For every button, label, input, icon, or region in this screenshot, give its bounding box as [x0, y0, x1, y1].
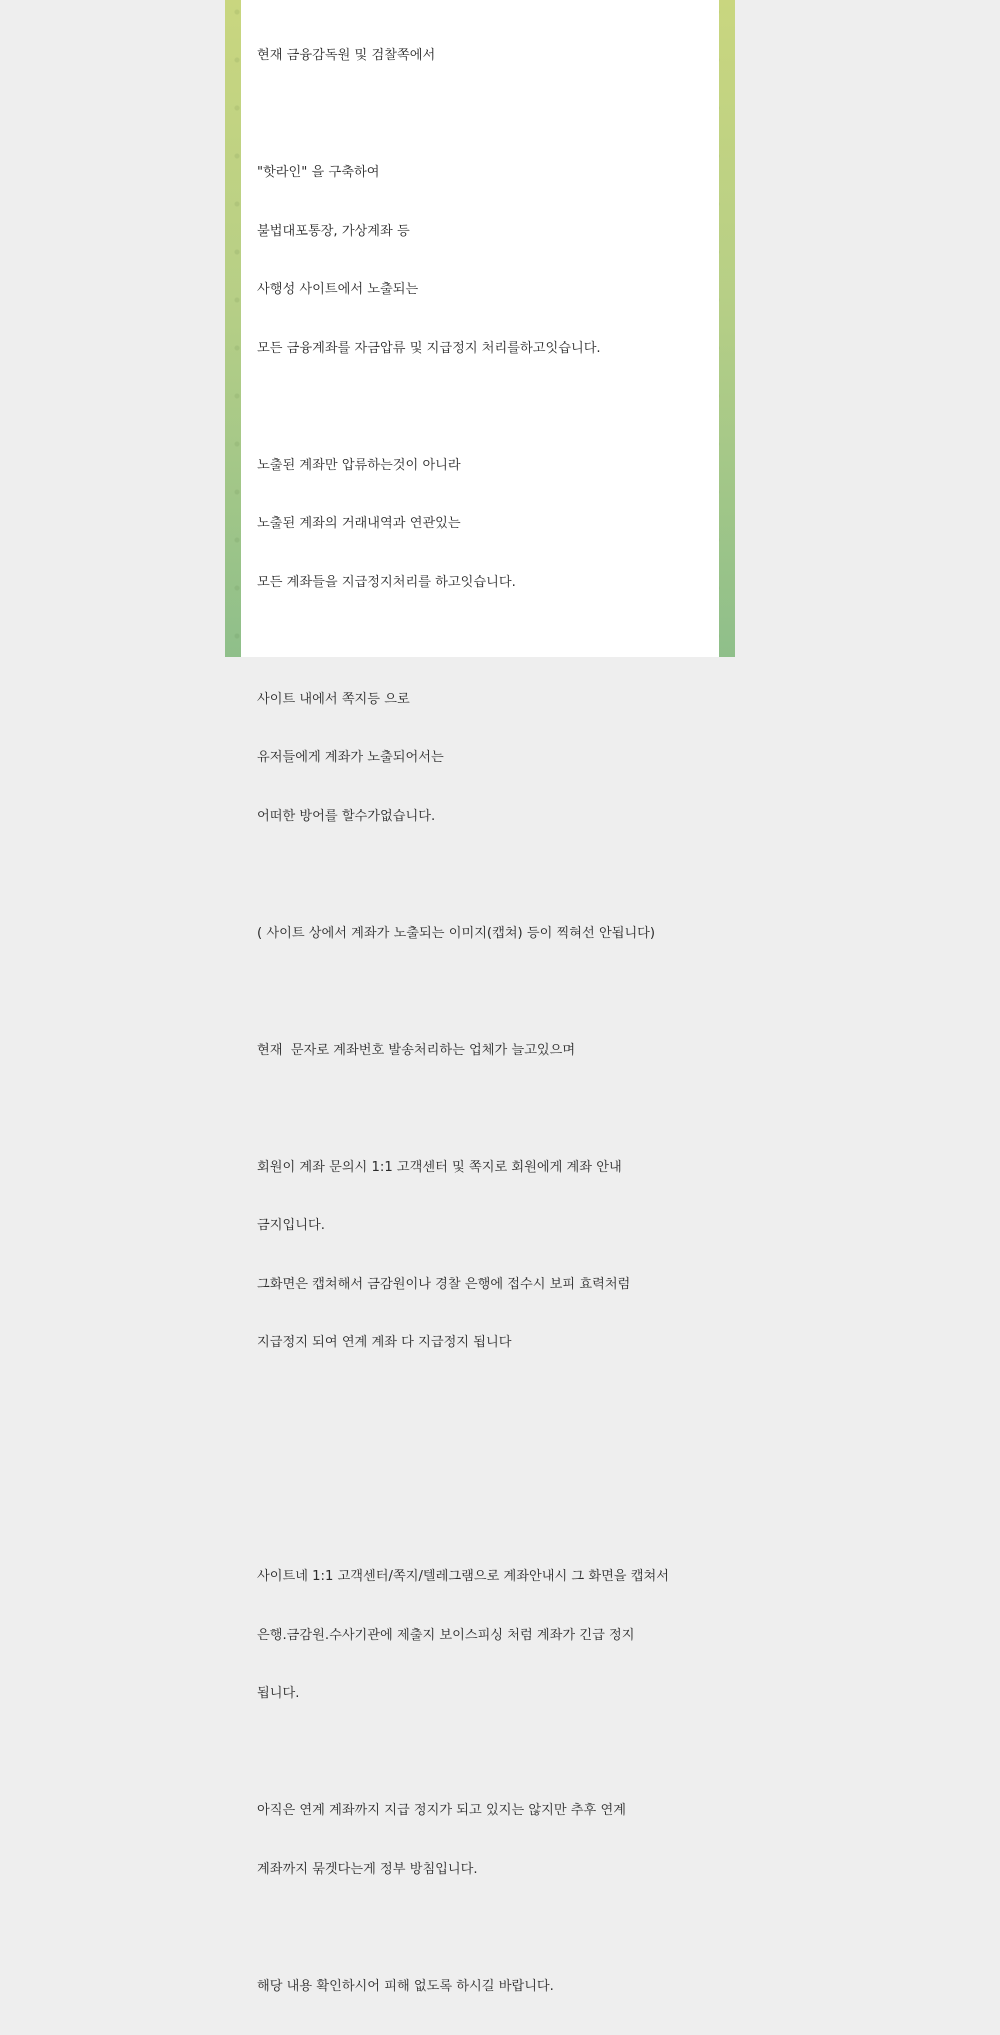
message-line: 지급정지 되여 연계 계좌 다 지급정지 됩니다: [257, 1335, 512, 1350]
message-line: [257, 1099, 711, 1119]
message-line: [257, 1392, 711, 1412]
message-line: 회원이 계좌 문의시 1:1 고객센터 및 쪽지로 회원에게 계좌 안내: [257, 1159, 622, 1175]
message-line: [257, 105, 711, 125]
message-line: 모든 금융계좌를 자금압류 및 지급정지 처리를하고잇습니다.: [257, 340, 601, 356]
message-line: [257, 1743, 711, 1763]
message-line: 됩니다.: [257, 1686, 300, 1701]
message-line: [257, 1918, 711, 1938]
message-line: 현재 금융감독원 및 검찰쪽에서: [257, 48, 436, 63]
message-line: ( 사이트 상에서 계좌가 노출되는 이미지(캡쳐) 등이 찍혀선 안됩니다): [257, 925, 656, 941]
message-line: [257, 397, 711, 417]
message-line: 노출된 계좌의 거래내역과 연관있는: [257, 516, 461, 531]
message-line: 현재 문자로 계좌번호 발송처리하는 업체가 늘고있으며: [257, 1042, 576, 1058]
message-line: 은행.금감원.수사기관에 제출지 보이스피싱 처럼 계좌가 긴급 정지: [257, 1627, 635, 1643]
message-line: 그화면은 캡쳐해서 금감원이나 경찰 은행에 접수시 보피 효력처럼: [257, 1276, 631, 1292]
message-line: 사이트 내에서 쪽지등 으로: [257, 691, 410, 707]
chat-background: [225, 0, 735, 1994]
message-line: 불법대포통장, 가상계좌 등: [257, 223, 410, 239]
message-line: 유저들에게 계좌가 노출되어서는: [257, 750, 444, 765]
message-line: 어떠한 방어를 할수가없습니다.: [257, 808, 436, 824]
message-line: [257, 1509, 711, 1529]
message-line: 노출된 계좌만 압류하는것이 아니라: [257, 457, 461, 473]
message-line: 사이트네 1:1 고객센터/쪽지/텔레그램으로 계좌안내시 그 화면을 캡쳐서: [257, 1569, 669, 1584]
message-line: 계좌까지 묶겟다는게 정부 방침입니다.: [257, 1861, 478, 1877]
message-line: [257, 982, 711, 1002]
message-line: [257, 1450, 711, 1470]
message-line: 모든 계좌들을 지급정지처리를 하고잇습니다.: [257, 574, 516, 590]
message-line: 사행성 사이트에서 노출되는: [257, 282, 419, 297]
message-text: [257, 7, 711, 2035]
message-line: "핫라인" 을 구축하여: [257, 165, 380, 180]
message-line: 금지입니다.: [257, 1218, 325, 1233]
message-line: [257, 631, 711, 651]
message-line: 해당 내용 확인하시어 피해 없도록 하시길 바랍니다.: [257, 1978, 554, 1994]
message-line: 아직은 연계 계좌까지 지급 정지가 되고 있지는 않지만 추후 연계: [257, 1803, 626, 1818]
message-line: [257, 865, 711, 885]
message-bubble: [241, 0, 719, 1994]
